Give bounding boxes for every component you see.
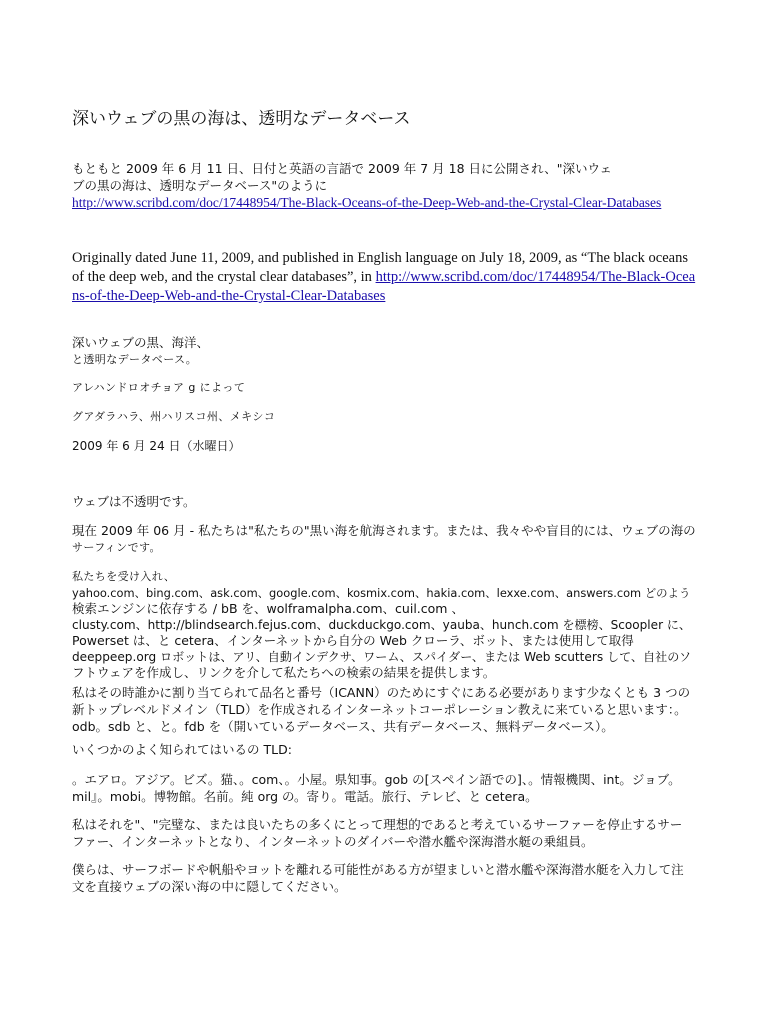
subtitle-line-2: と透明なデータベース。: [72, 353, 198, 366]
para4-line-1: 。エアロ。アジア。ビズ。猫、。com、。小屋。県知事。gob の[スペイン語での]、。情報機関、int。ジョブ。: [72, 772, 681, 787]
intro-en-text: Originally dated June 11, 2009, and published in English language on July 18, 2009, as “The black oceans of the deep web, and the crystal clear databases”, in: [72, 250, 688, 285]
date-line: 2009 年 6 月 24 日（水曜日）: [72, 439, 241, 453]
subtitle-line-1: 深いウェブの黒、海洋、: [72, 335, 210, 350]
para3-line-3: odb。sdb と、と。fdb を（開いているデータベース、共有データベース、無料データベース）。: [72, 719, 614, 734]
para3-line-2: 新トップレベルドメイン（TLD）を作成されるインターネットコーポレーション教えに来ていると思います：。: [72, 702, 687, 717]
heading-tld: いくつかのよく知られてはいるの TLD:: [72, 742, 292, 757]
subtitle-block: [72, 334, 698, 368]
para1-line-1: 現在 2009 年 06 月 - 私たちは"私たちの"黒い海を航海されます。または、我々やや盲目的には、ウェブの海の: [72, 523, 696, 538]
document-title: 深いウェブの黒の海は、透明なデータベース: [72, 109, 411, 129]
para2-line-2: yahoo.com、bing.com、ask.com、google.com、kosmix.com、hakia.com、lexxe.com、answers.com どのよう: [72, 586, 691, 600]
para3-line-1: 私はその時誰かに割り当てられて品名と番号（ICANN）のためにすぐにある必要があります少なくとも 3 つの: [72, 685, 691, 700]
para4-line-2: mil』。mobi。博物館。名前。純 org の。寄り。電話。旅行、テレビ、と cetera。: [72, 789, 538, 804]
para2-line-1: 私たちを受け入れ、: [72, 570, 176, 583]
intro-jp-line-2: ブの黒の海は、透明なデータベース"のように: [72, 178, 328, 193]
paragraph-6: [72, 861, 698, 895]
para6-line-2: 文を直接ウェブの深い海の中に隠してください。: [72, 879, 347, 894]
para2-line-7: フトウェアを作成し、リンクを介して私たちへの検索の結果を提供します。: [72, 665, 496, 680]
heading-opaque: ウェブは不透明です。: [72, 494, 196, 509]
paragraph-1: [72, 522, 698, 556]
para5-line-1: 私はそれを"、"完璧な、または良いたちの多くにとって理想的であると考えているサーファーを停止するサー: [72, 817, 683, 832]
para2-line-6: deeppeep.org ロボットは、アリ、自動インデクサ、ワーム、スパイダー、または Web scutters して、自社のソ: [72, 650, 692, 664]
para5-line-2: ファー、インターネットとなり、インターネットのダイバーや潜水艦や深海潜水艇の乗組員。: [72, 834, 594, 849]
para2-line-5: Powerset は、と cetera、インターネットから自分の Web クローラ、ボット、または使用して取得: [72, 633, 634, 648]
scribd-link-jp[interactable]: http://www.scribd.com/doc/17448954/The-Black-Oceans-of-the-Deep-Web-and-the-Crystal-Clear-Databases: [72, 195, 662, 210]
para2-line-3: 検索エンジンに依存する / bB を、wolframalpha.com、cuil.com 、: [72, 601, 464, 616]
location-line: グアダラハラ、州ハリスコ州、メキシコ: [72, 410, 276, 423]
para2-line-4: clusty.com、http://blindsearch.fejus.com、duckduckgo.com、yauba、hunch.com を標榜、Scoopler に、: [72, 618, 691, 632]
scribd-link-en[interactable]: http://www.scribd.com/doc/17448954/The-Black-Oceans-of-the-Deep-Web-and-the-Crystal-Clear-Databases: [72, 269, 696, 304]
intro-japanese: [72, 160, 698, 212]
intro-jp-line-1: もともと 2009 年 6 月 11 日、日付と英語の言語で 2009 年 7 月 18 日に公開され、"深いウェ: [72, 161, 613, 176]
paragraph-5: [72, 816, 698, 850]
author-line: アレハンドロオチョア g によって: [72, 381, 246, 394]
paragraph-2: [72, 569, 698, 681]
paragraph-3: [72, 684, 698, 735]
intro-english: [72, 249, 698, 306]
paragraph-4: [72, 771, 698, 805]
para1-line-2: サーフィンです。: [72, 541, 161, 554]
para6-line-1: 僕らは、サーフボードや帆船やヨットを離れる可能性がある方が望ましいと潜水艦や深海潜水艇を入力して注: [72, 862, 684, 877]
